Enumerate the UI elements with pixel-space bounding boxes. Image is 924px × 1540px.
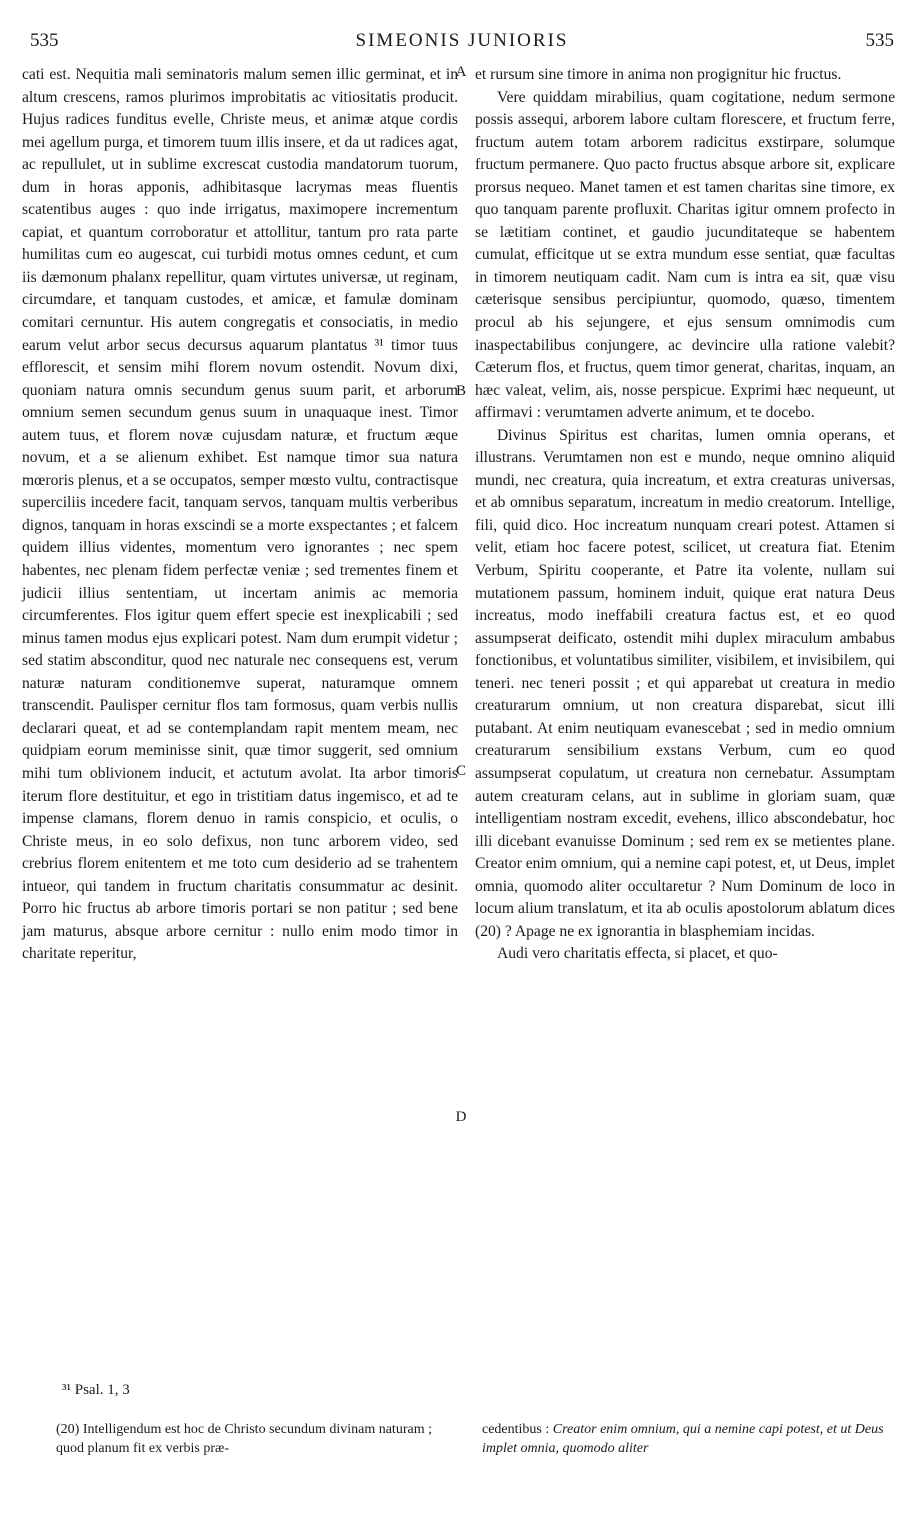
margin-marker-b: B bbox=[455, 383, 466, 399]
right-column-paragraph: Audi vero charitatis effecta, si placet, et quo- bbox=[497, 945, 778, 963]
margin-marker-d: D bbox=[455, 1109, 467, 1125]
left-column bbox=[22, 64, 458, 966]
margin-marker-a: A bbox=[455, 64, 467, 80]
right-column-paragraph: Divinus Spiritus est charitas, lumen omnia operans, et illustrans. Verumtamen non est e mundo, neque omnino aliquid mundi, nec creatura, quia increatum, et extra creaturas universas, et ab omnibus separatum, increatum in medio creatorum. Intellige, fili, quid dico. Hoc increatum nunquam creari potest. Attamen si velit, etiam hoc facere potest, scilicet, ut creatura fiat. Etenim Verbum, Spiritu cooperante, et Patre ita volente, nullam sui mutationem passum, hominem induit, quique erat natura Deus increatus, modo ineffabili creatura factus est, et eo quod assumpserat deificato, ostendit mihi duplex miraculum ambabus fonctionibus, et voluntatibus similiter, visibilem, et invisibilem, qui teneri. nec teneri possit ; et qui apparebat ut creatura in medio creaturarum omnium, ut non creatura disparebat, sicut illi putabant. At enim neutiquam evanescebat ; sed in medio omnium creaturarum sensibilium exstans Verbum, cum eo quod assumpserat copulatum, ut creatura non cernebatur. Assumptam autem creaturam celans, aut in sublime in gloriam suam, quæ intelligentiam nostram excedit, evehens, illico abscondebatur, hoc illi dicebant evanuisse Dominum ; sed rem ex se metientes plane. Creator enim omnium, qui a nemine capi potest, et, ut Deus, implet omnia, quomodo aliter occultaretur ? Num Dominum de loco in locum alium translatum, et ita ab oculis apostolorum ablatum dices (20) ? Apage ne ex ignorantia in blasphemiam incidas. bbox=[475, 426, 895, 940]
footnote-right-italic: Creator enim omnium, qui a nemine capi potest, et ut Deus implet omnia, quomodo aliter bbox=[482, 1422, 884, 1456]
margin-marker-c: C bbox=[455, 763, 466, 779]
page-number-left: 535 bbox=[30, 30, 59, 51]
scripture-reference-note: ³¹ Psal. 1, 3 bbox=[62, 1382, 130, 1398]
right-column-paragraph: et rursum sine timore in anima non progignitur hic fructus. bbox=[475, 66, 842, 83]
right-column bbox=[475, 64, 895, 966]
left-column-paragraph: cati est. Nequitia mali seminatoris malum semen illic germinat, et in altum crescens, ramos plurimos improbitatis ac vitiositatis producit. Hujus radices funditus evelle, Christe meus, et animæ atque cordis mei agellum purga, et timorem tuum illis insere, et da ut radices agat, ac repullulet, ut in sublime excrescat custodia mandatorum tuorum, dum in horas apponis, adhibitasque lacrymas meas fluentis scatentibus auges : quo inde irrigatus, maximopere incrementum capiat, et quantum corroboratur et attollitur, tantum pro rata parte humilitas cum eo augescat, cui turbidi motus omnes cedunt, et cum iis dæmonum phalanx repellitur, quam virtutes universæ, ut reginam, circumdare, et tanquam custodes, et amicæ, et famulæ dominam comitari cernuntur. His autem congregatis et consociatis, in medio earum velut arbor secus decursus aquarum plantatus ³¹ timor tuus efflorescit, et sensim mihi florem novum ostendit. Novum dixi, quoniam natura omnis secundum genus suum parit, et arborum omnium semen secundum genus suum in unaquaque inest. Timor autem tuus, et florem novæ cujusdam naturæ, et fructum æque novum, et a se alienum exhibet. Est namque timor sua natura mœroris plenus, et a se occupatos, semper mœsto vultu, contractisque superciliis incedere facit, tanquam servos, tanquam multis verberibus dignos, tanquam in horas exscindi se a morte exspectantes ; et falcem quidem illius videntes, momentum vero ignorantes ; nec spem habentes, nec plenam fidem perfectæ veniæ ; sed trementes finem et judicii illius sententiam, ut incertam animis ac memoria circumferentes. Flos igitur quem effert specie est inexplicabili ; sed minus tamen modus ejus explicari potest. Nam dum erumpit videtur ; sed statim absconditur, quod nec naturale nec consequens est, verum naturæ naturam conditionemve superat, naturamque omnem transcendit. Paulisper cernitur flos tam formosus, quam verbis nullis declarari queat, et ad se contemplandam rapit mentem meam, nec quidpiam eorum meminisse sinit, quæ timor suggerit, sed omnium mihi tum oblivionem inducit, et actutum avolat. Ita arbor timoris iterum flore destituitur, et ego in tristitiam datus ingemisco, et ad te impense clamans, florem denuo in ramis conspicio, et oculis, o Christe meus, in eo solo defixus, non tunc arborem video, sed crebrius florem enitentem et me toto cum desiderio ad se trahentem intueor, qui tandem in fructum charitatis consummatur ac desinit. Porro hic fructus ab arbore timoris portari se non patitur ; sed bene jam maturus, absque arbore cernitur : nullo enim modo timor in charitate reperitur, bbox=[22, 66, 458, 963]
running-title: SIMEONIS JUNIORIS bbox=[355, 30, 569, 51]
page-number-right: 535 bbox=[865, 30, 894, 51]
footnote-right bbox=[482, 1420, 895, 1458]
right-column-paragraph: Vere quiddam mirabilius, quam cogitatione, nedum sermone possis assequi, arborem labore cultam florescere, et fructum ferre, fructum autem totam arborem radicitus exstirpare, solumque fructum permanere. Quo pacto fructus absque arbore sit, explicare prorsus nequeo. Manet tamen et est tamen charitas sine timore, ex quo tanquam parente profluxit. Charitas igitur omnem profecto in se lætitiam continet, et gaudio jucunditateque se habentem cumulat, efficitque ut se extra mundum esse sentiat, quæ facultas in timorem neutiquam cadit. Nam cum is intra ea sit, quæ visu cæterisque sensibus percipiuntur, quomodo, quæso, timentem procul ab his sejungere, et ejus sensum omnimodis cum inaspectabilibus conjungere, ac devincire ulla ratione valebit? Cæterum flos, et fructus, quem timor generat, charitas, inquam, an hæc valeat, velim, ais, nosse perspicue. Exprimi hæc nequeunt, ut affirmavi : verumtamen adverte animum, et te docebo. bbox=[475, 88, 895, 422]
page-header bbox=[30, 30, 894, 60]
footnote-right-text: cedentibus : bbox=[482, 1422, 553, 1437]
footnote-left: (20) Intelligendum est hoc de Christo secundum divinam naturam ; quod planum fit ex verbis præ- bbox=[56, 1422, 432, 1456]
